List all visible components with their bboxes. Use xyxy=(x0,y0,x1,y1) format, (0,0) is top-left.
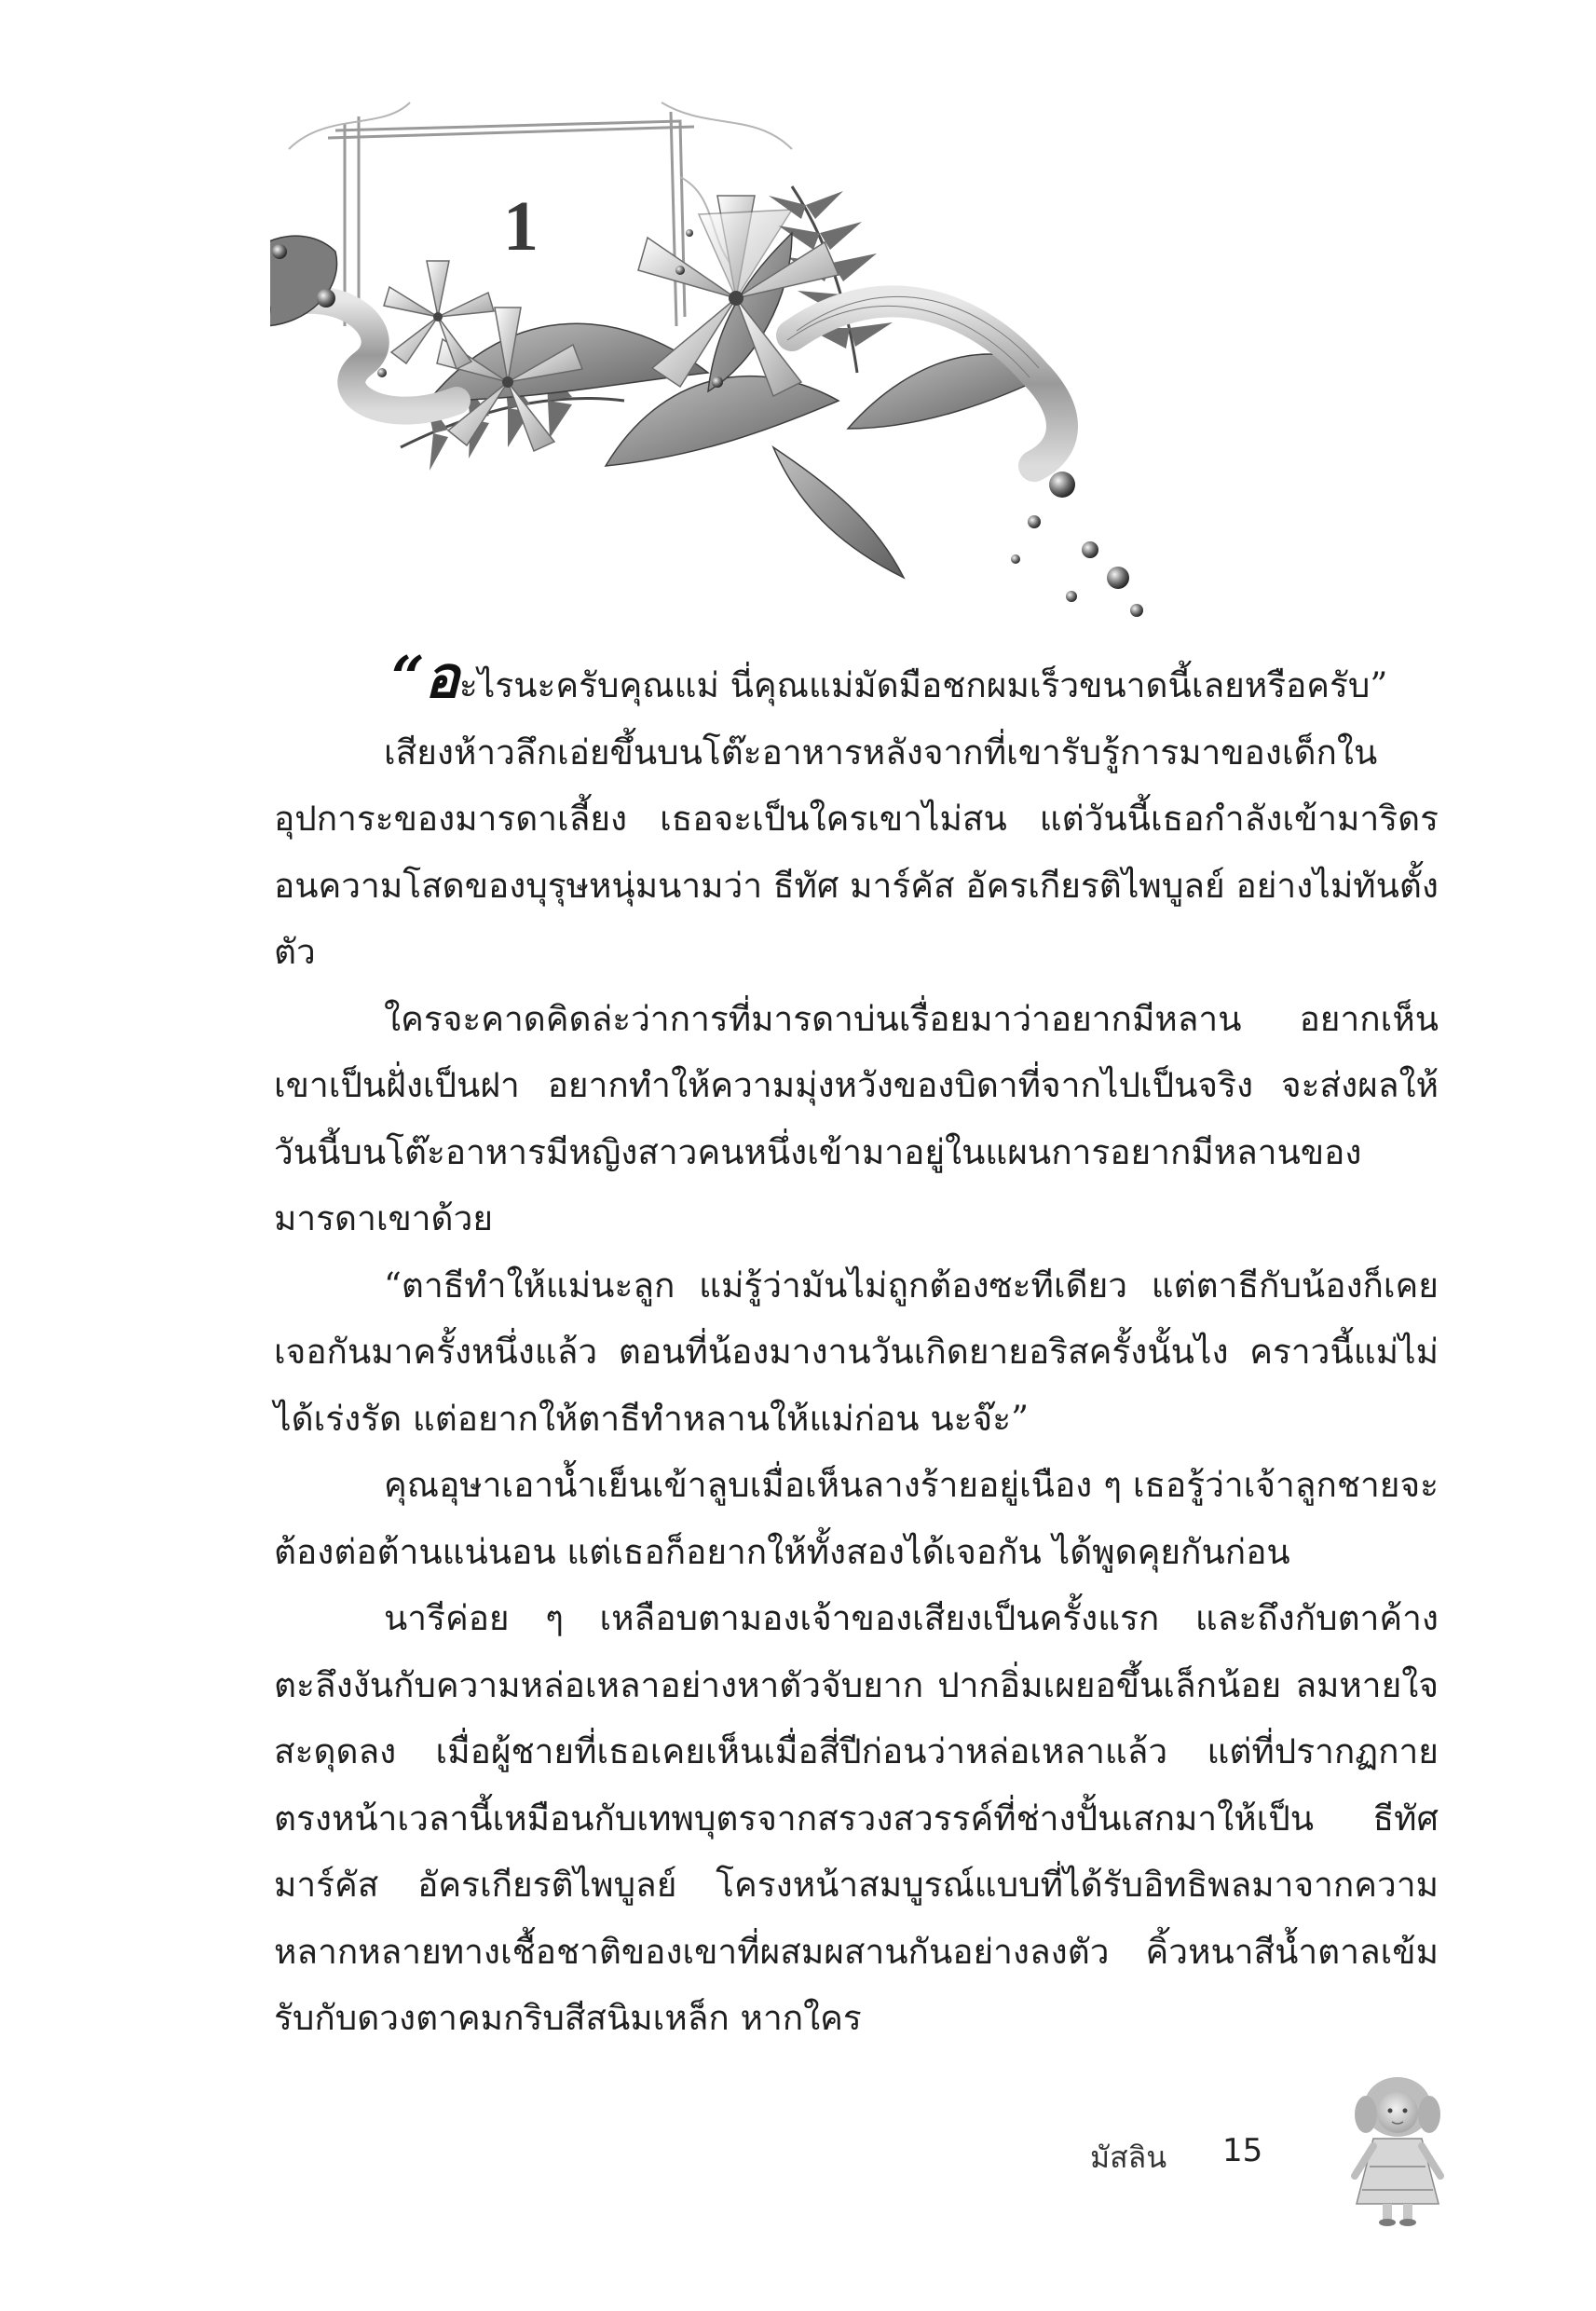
paragraph: เสียงห้าวลึกเอ่ยขึ้นบนโต๊ะอาหารหลังจากที่เขารับรู้การมาของเด็กในอุปการะของมารดาเลี้ยง เธอจะเป็นใครเขาไม่สน แต่วันนี้เธอกำลังเข้ามาริดรอนความโสดของบุรุษหนุ่มนามว่า ธีทัศ มาร์คัส อัครเกียรติไพบูลย์ อย่างไม่ทันตั้งตัว xyxy=(274,732,1439,972)
paragraph-text: ะไรนะครับคุณแม่ นี่คุณแม่มัดมือชกผมเร็วขนาดนี้เลยหรือครับ” xyxy=(458,665,1388,705)
chapter-floral-ornament xyxy=(270,93,1165,634)
paragraph: นารีค่อย ๆ เหลือบตามองเจ้าของเสียงเป็นครั้งแรก และถึงกับตาค้างตะลึงงันกับความหล่อเหลาอย่างหาตัวจับยาก ปากอิ่มเผยอขึ้นเล็กน้อย ลมหายใจสะดุดลง เมื่อผู้ชายที่เธอเคยเห็นเมื่อสี่ปีก่อนว่าหล่อเหลาแล้ว แต่ที่ปรากฏกายตรงหน้าเวลานี้เหมือนกับเทพบุตรจากสรวงสวรรค์ที่ช่างปั้นเสกมาให้เป็น ธีทัศ มาร์คัส อัครเกียรติไพบูลย์ โครงหน้าสมบูรณ์แบบที่ได้รับอิทธิพลมาจากความหลากหลายทางเชื้อชาติของเขาที่ผสมผสานกันอย่างลงตัว คิ้วหนาสีน้ำตาลเข้มรับกับดวงตาคมกริบสีสนิมเหล็ก หากใคร xyxy=(274,1598,1439,2038)
drop-cap: “อ xyxy=(391,643,459,711)
paragraph: “ตาธีทำให้แม่นะลูก แม่รู้ว่ามันไม่ถูกต้องซะทีเดียว แต่ตาธีกับน้องก็เคยเจอกันมาครั้งหนึ่งแล้ว ตอนที่น้องมางานวันเกิดยายอริสครั้งนั้นไง คราวนี้แม่ไม่ได้เร่งรัด แต่อยากให้ตาธีทำหลานให้แม่ก่อน นะจ๊ะ” xyxy=(274,1265,1439,1439)
paragraph: คุณอุษาเอาน้ำเย็นเข้าลูบเมื่อเห็นลางร้ายอยู่เนือง ๆ เธอรู้ว่าเจ้าลูกชายจะต้องต่อต้านแน่นอน แต่เธอก็อยากให้ทั้งสองได้เจอกัน ได้พูดคุยกันก่อน xyxy=(274,1465,1439,1572)
doll-icon xyxy=(1342,2073,1453,2227)
paragraph xyxy=(274,643,1439,719)
paragraph: ใครจะคาดคิดล่ะว่าการที่มารดาบ่นเรื่อยมาว่าอยากมีหลาน อยากเห็นเขาเป็นฝั่งเป็นฝา อยากทำให้ความมุ่งหวังของบิดาที่จากไปเป็นจริง จะส่งผลให้วันนี้บนโต๊ะอาหารมีหญิงสาวคนหนึ่งเข้ามาอยู่ในแผนการอยากมีหลานของมารดาเขาด้วย xyxy=(274,998,1439,1238)
chapter-body xyxy=(274,643,1439,2052)
chapter-number: 1 xyxy=(503,187,539,266)
page-number: 15 xyxy=(1222,2132,1263,2169)
footer-book-title: มัสลิน xyxy=(1090,2140,1167,2175)
